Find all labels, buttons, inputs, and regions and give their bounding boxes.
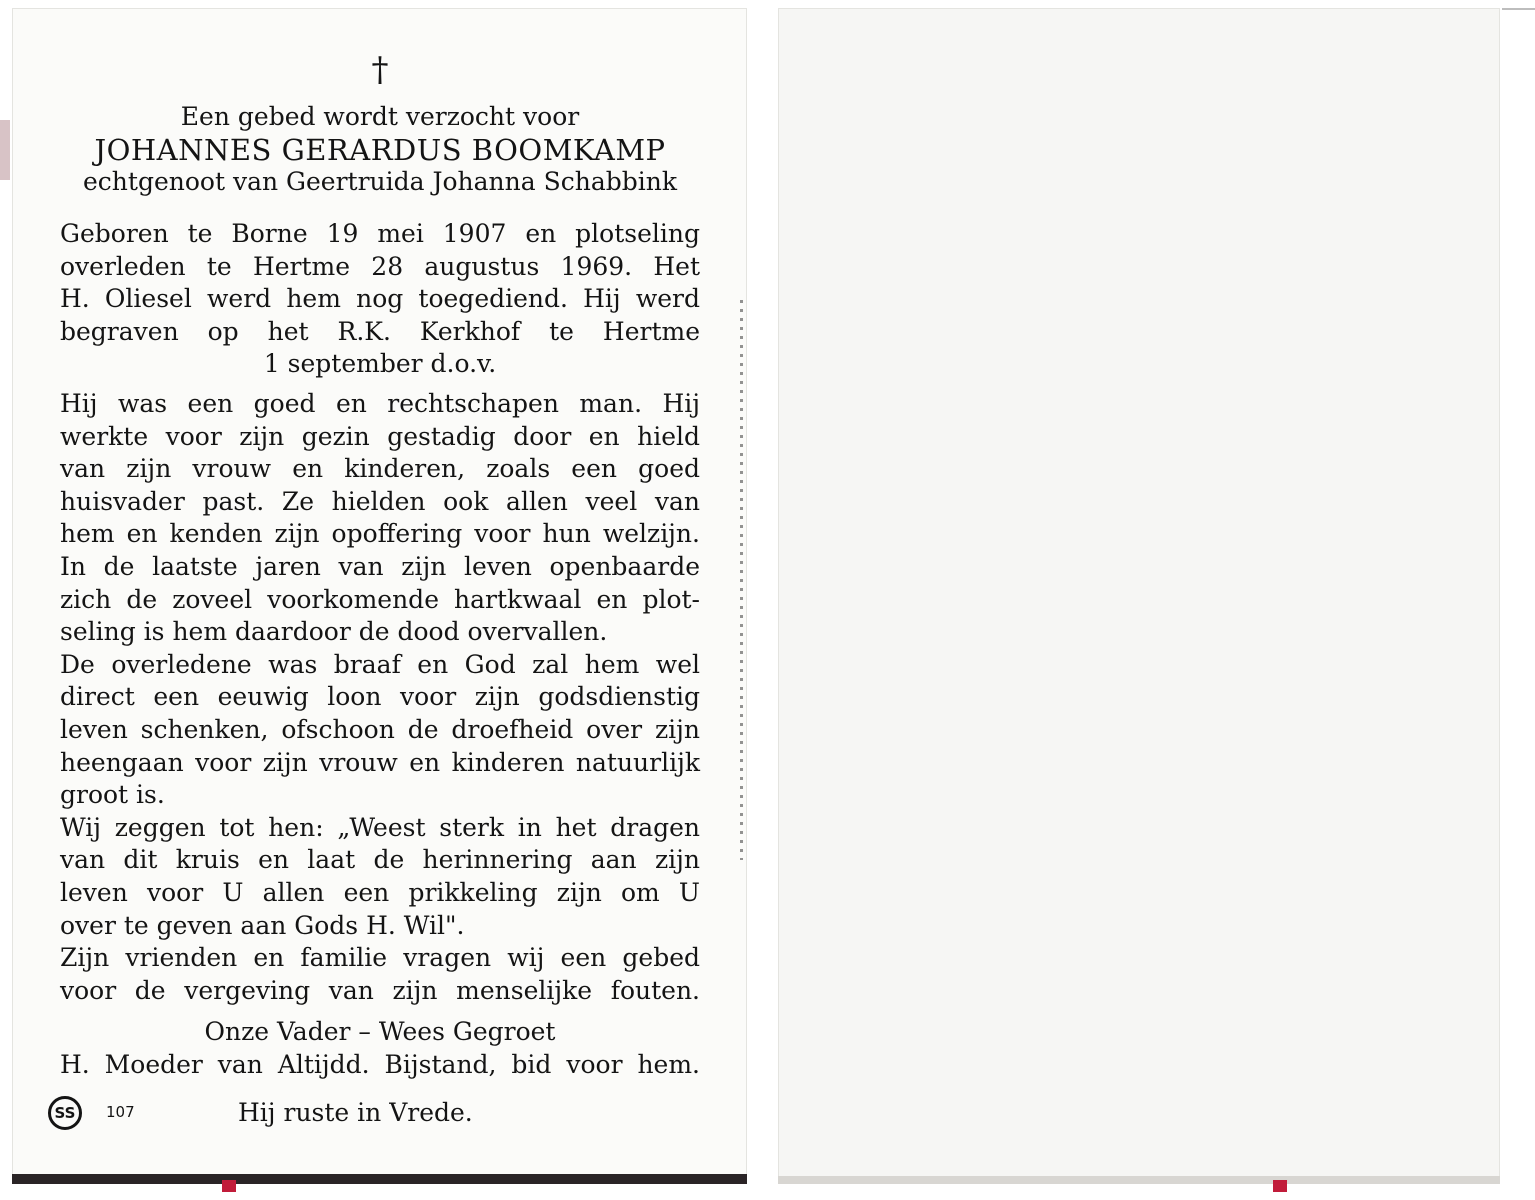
body-line: Zijn vrienden en familie vragen wij een gebed [60,943,700,973]
card-bottom-edge [778,1176,1500,1184]
red-corner-mark [222,1180,236,1192]
prayer-line: H. Moeder van Altijdd. Bijstand, bid voor hem. [60,1049,700,1079]
details-line: H. Oliesel werd hem nog toegediend. Hij werd [60,284,700,314]
body-line: De overledene was braaf en God zal hem wel [60,649,700,679]
red-corner-mark [1273,1180,1287,1192]
card-edge-perforation [740,300,743,860]
card-header [60,101,700,199]
body-line: groot is. [60,780,165,810]
details-line: begraven op het R.K. Kerkhof te Hertme [60,316,700,346]
memorial-card-back [778,8,1500,1178]
body-line: huisvader past. Ze hielden ook allen veel van [60,486,700,516]
card-footer [48,1096,728,1136]
body-line: Wij zeggen tot hen: „Weest sterk in het dragen [60,812,700,842]
body-line: seling is hem daardoor de dood overvallen. [60,617,608,647]
body-line: direct een eeuwig loon voor zijn godsdienstig [60,682,700,712]
deceased-name: JOHANNES GERARDUS BOOMKAMP [94,132,666,167]
body-line: van zijn vrouw en kinderen, zoals een goed [60,454,700,484]
card-bottom-edge [12,1174,747,1184]
closing-blessing: Hij ruste in Vrede. [238,1098,473,1127]
prayer-line: Onze Vader – Wees Gegroet [204,1017,556,1046]
left-page-edge [0,120,10,180]
body-line: leven voor U allen een prikkeling zijn om U [60,877,700,907]
body-line: leven schenken, ofschoon de droefheid over zijn [60,714,700,744]
prayers [60,1016,700,1081]
cross-icon: † [371,50,389,90]
details-line: Geboren te Borne 19 mei 1907 en plotseling [60,219,700,248]
body-line: werkte voor zijn gezin gestadig door en hield [60,421,700,451]
body-line: In de laatste jaren van zijn leven openbaarde [60,551,700,581]
body-line: hem en kenden zijn opoffering voor hun welzijn. [60,519,700,549]
body-line: over te geven aan Gods H. Wil". [60,910,465,940]
spouse-line: echtgenoot van Geertruida Johanna Schabbink [83,167,677,197]
body-line: van dit kruis en laat de herinnering aan zijn [60,845,700,875]
publisher-logo-icon: SS [48,1096,82,1130]
body-line: heengaan voor zijn vrouw en kinderen natuurlijk [60,747,700,777]
details-line: 1 september d.o.v. [263,349,497,379]
life-details [60,218,700,381]
memorial-text [60,388,700,1007]
body-line: voor de vergeving van zijn menselijke fouten. [60,975,700,1005]
body-line: Hij was een goed en rechtschapen man. Hij [60,389,700,418]
prayer-request: Een gebed wordt verzocht voor [180,102,580,131]
details-line: overleden te Hertme 28 augustus 1969. Het [60,251,700,281]
right-edge-line [1502,8,1535,10]
card-number: 107 [106,1103,135,1121]
body-line: zich de zoveel voorkomende hartkwaal en plot- [60,584,700,614]
